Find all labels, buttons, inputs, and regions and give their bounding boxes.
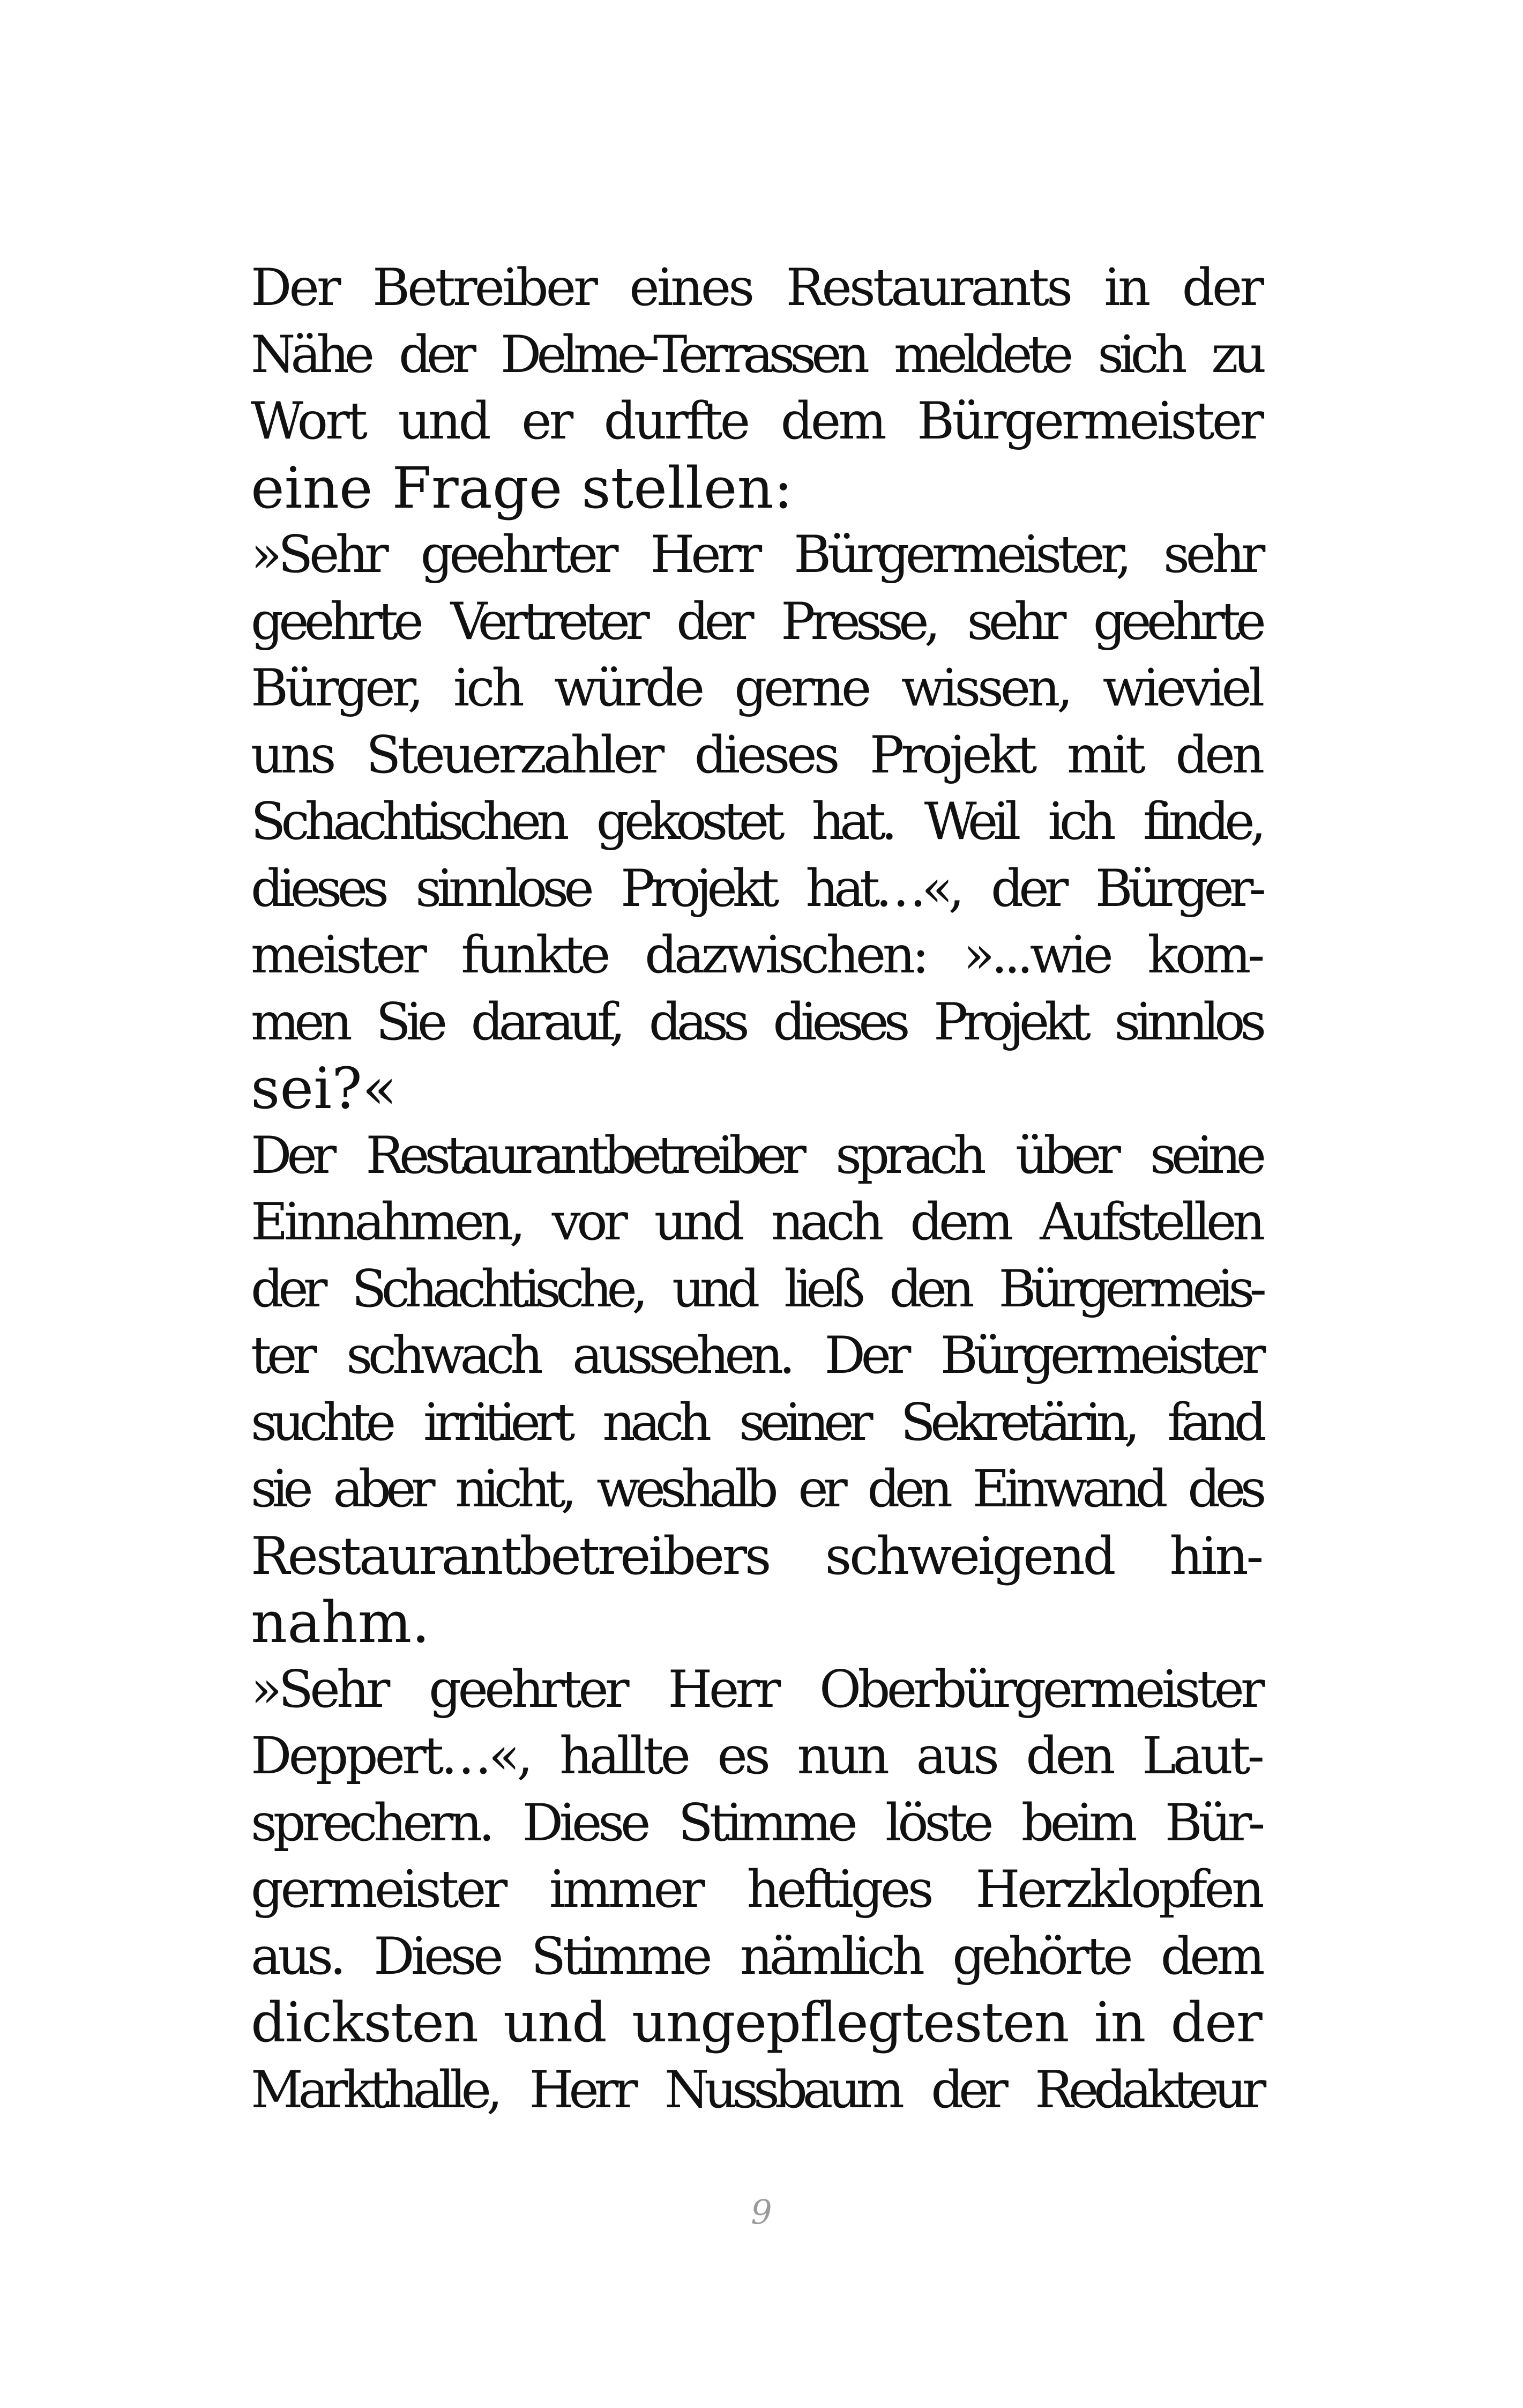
text-line: dieses sinnlose Projekt hat…«, der Bürger- [251,858,1261,918]
text-line: sie aber nicht, weshalb er den Einwand des [251,1459,1261,1519]
page-number: 9 [751,2193,772,2232]
text-line: Der Betreiber eines Restaurants in der [251,258,1261,317]
text-line: ter schwach aussehen. Der Bürgermeister [251,1326,1261,1385]
text-line: men Sie darauf, dass dieses Projekt sinnlos [251,992,1261,1052]
text-line: Markthalle, Herr Nussbaum der Redakteur [251,2060,1261,2120]
text-line: eine Frage stellen: [251,455,793,521]
text-line: dicksten und ungepflegtesten in der [251,1991,1261,2055]
text-line: Bürger, ich würde gerne wissen, wieviel [251,658,1261,718]
text-line: suchte irritiert nach seiner Sekretärin, fand [251,1392,1261,1452]
text-line: Schachtischen gekostet hat. Weil ich finde, [251,792,1261,851]
text-line: »Sehr geehrter Herr Oberbürgermeister [251,1659,1261,1719]
text-line: Restaurantbetreibers schweigend hin- [251,1525,1261,1586]
text-line: uns Steuerzahler dieses Projekt mit den [251,725,1261,785]
text-line: Nähe der Delme-Terrassen meldete sich zu [251,324,1261,384]
text-line: Der Restaurantbetreiber sprach über seine [251,1125,1261,1185]
text-line: Einnahmen, vor und nach dem Aufstellen [251,1192,1261,1252]
text-line: sei?« [251,1056,397,1121]
text-line: »Sehr geehrter Herr Bürgermeister, sehr [251,525,1261,584]
body-text [251,255,1261,2123]
text-line: der Schachtische, und ließ den Bürgermeis- [251,1259,1261,1319]
text-line: Deppert…«, hallte es nun aus den Laut- [251,1726,1261,1786]
text-line: geehrte Vertreter der Presse, sehr geehrte [251,591,1261,651]
text-line: meister funkte dazwischen: »...wie kom- [251,925,1261,985]
text-line: sprechern. Diese Stimme löste beim Bür- [251,1793,1261,1853]
text-line: aus. Diese Stimme nämlich gehörte dem [251,1926,1261,1986]
text-line: Wort und er durfte dem Bürgermeister [251,391,1261,451]
text-line: germeister immer heftiges Herzklopfen [251,1860,1261,1919]
text-line: nahm. [251,1589,430,1655]
